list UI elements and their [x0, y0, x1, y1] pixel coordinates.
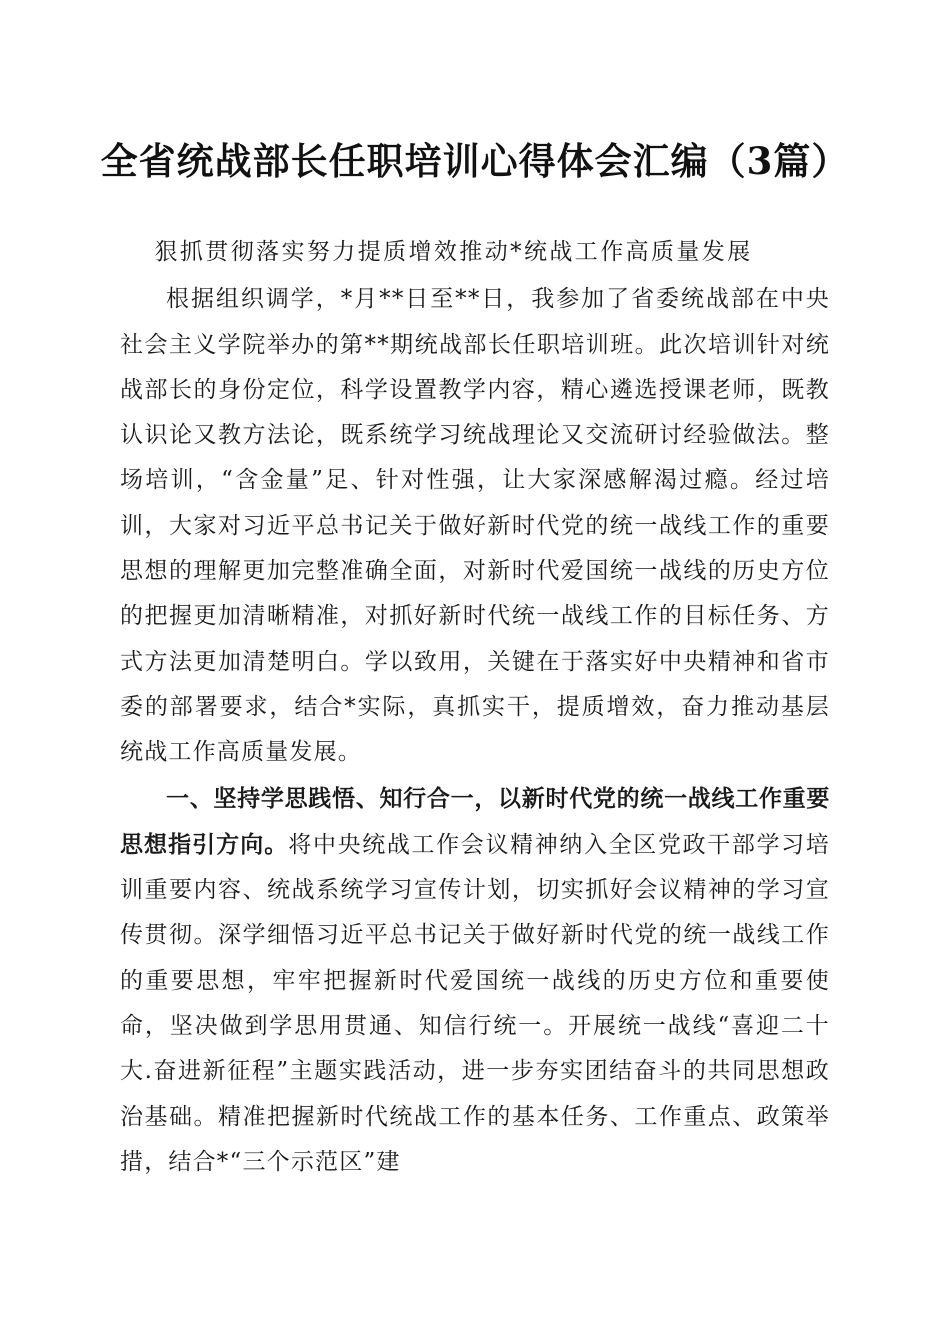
paragraph-section-1: [120, 776, 830, 1186]
section-body: 将中央统战工作会议精神纳入全区党政干部学习培训重要内容、统战系统学习宣传计划，切实抓好会议精神的学习宣传贯彻。深学细悟习近平总书记关于做好新时代党的统一战线工作的重要思想，牢牢把握新时代爱国统一战线的历史方位和重要使命，坚决做到学思用贯通、知信行统一。开展统一战线“喜迎二十大.奋进新征程”主题实践活动，进一步夯实团结奋斗的共同思想政治基础。精准把握新时代统战工作的基本任务、工作重点、政策举措，结合*“三个示范区”建: [120, 831, 831, 1175]
document-title: 全省统战部长任职培训心得体会汇编（3篇）: [100, 139, 850, 183]
document-subtitle: 狠抓贯彻落实努力提质增效推动*统战工作高质量发展: [154, 239, 753, 265]
section-heading: 一、坚持学思践悟、知行合一，以新时代党的统一战线工作重要思想指引方向。: [120, 784, 830, 858]
document-body: [120, 230, 830, 1185]
paragraph-intro: 根据组织调学，*月**日至**日，我参加了省委统战部在中央社会主义学院举办的第**期统战部长任职培训班。此次培训针对统战部长的身份定位，科学设置教学内容，精心遴选授课老师，既教认识论又教方法论，既系统学习统战理论又交流研讨经验做法。整场培训，“含金量”足、针对性强，让大家深感解渴过瘾。经过培训，大家对习近平总书记关于做好新时代党的统一战线工作的重要思想的理解更加完整准确全面，对新时代爱国统一战线的历史方位的把握更加清晰精准，对抓好新时代统一战线工作的目标任务、方式方法更加清楚明白。学以致用，关键在于落实好中央精神和省市委的部署要求，结合*实际，真抓实干，提质增效，奋力推动基层统战工作高质量发展。: [120, 286, 830, 766]
